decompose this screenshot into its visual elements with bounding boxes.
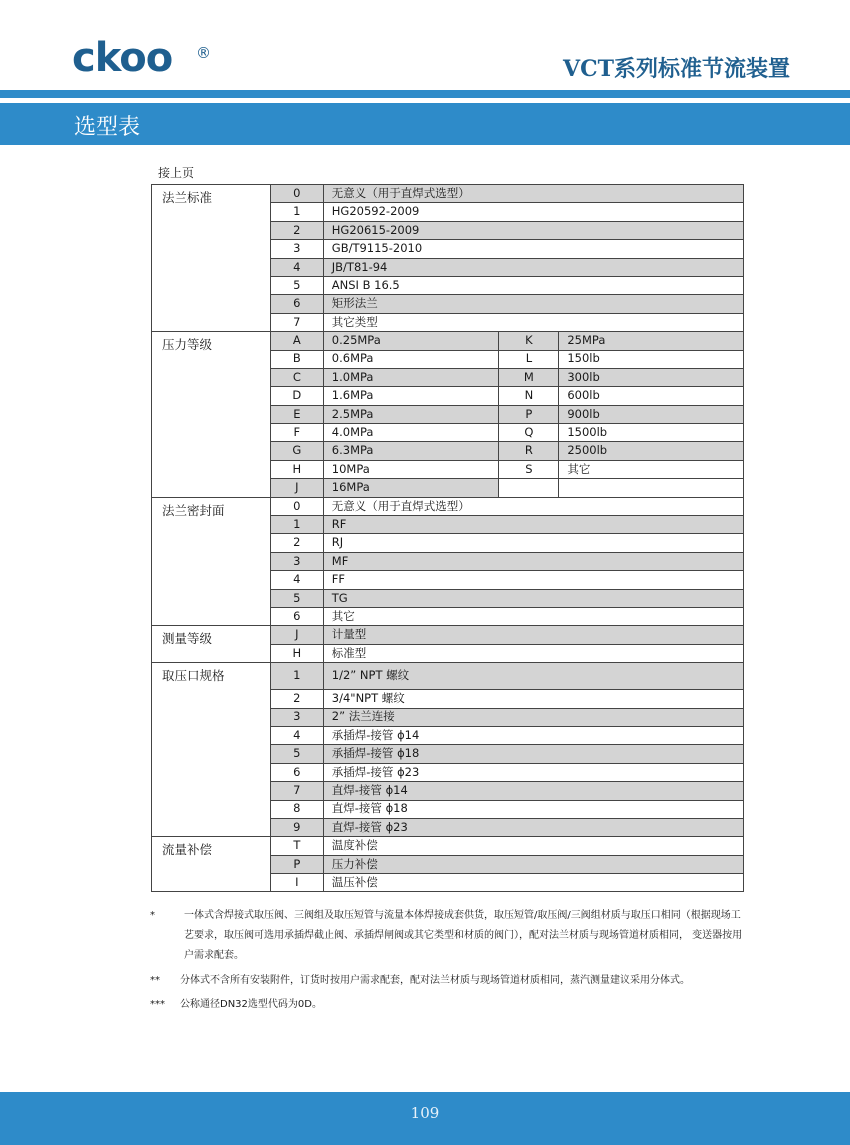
footnote [150,906,750,966]
value-cell: 标准型 [323,644,743,662]
value-cell: 温压补偿 [323,874,743,892]
code-cell: B [270,350,323,368]
footnote-mark: *** [150,999,165,1010]
value-cell: 计量型 [323,626,743,644]
code-cell: N [499,387,559,405]
code-cell: 2 [270,221,323,239]
value-cell: 无意义（用于直焊式选型） [323,185,743,203]
value-cell: 10MPa [323,460,499,478]
value-cell: RJ [323,534,743,552]
code-cell: 0 [270,497,323,515]
page-footer [0,1092,850,1145]
value-cell: 1.6MPa [323,387,499,405]
code-cell: M [499,368,559,386]
code-cell: T [270,837,323,855]
code-cell: Q [499,424,559,442]
code-cell: J [270,626,323,644]
code-cell: 3 [270,708,323,726]
code-cell: 6 [270,607,323,625]
code-cell: D [270,387,323,405]
value-cell: 压力补偿 [323,855,743,873]
category-measurement-grade: 测量等级 [152,626,271,663]
table-row [152,332,744,350]
value-cell: ANSI B 16.5 [323,276,743,294]
footnote-text: 一体式含焊接式取压阀、三阀组及取压短管与流量本体焊接成套供货，取压短管/取压阀/三阀组材质与取压口相同（根据现场工艺要求，取压阀可选用承插焊截止阀、承插焊闸阀或其它类型和材质的阀门），配对法兰材质与现场管道材质相同， 变送器按用户需求配套。 [184,910,743,961]
value-cell: 其它 [559,460,744,478]
value-cell: 无意义（用于直焊式选型） [323,497,743,515]
code-cell: H [270,460,323,478]
category-tap-spec: 取压口规格 [152,663,271,837]
code-cell: F [270,424,323,442]
section-banner [0,103,850,145]
value-cell: 1/2” NPT 螺纹 [323,663,743,690]
code-cell: 3 [270,240,323,258]
value-cell: 0.25MPa [323,332,499,350]
footnote-text: 公称通径DN32选型代码为0D。 [180,999,322,1010]
code-cell: 0 [270,185,323,203]
table-row [152,185,744,203]
value-cell: 1500lb [559,424,744,442]
table-row [152,837,744,855]
value-cell: 其它类型 [323,313,743,331]
value-cell: HG20615-2009 [323,221,743,239]
category-flange-standard: 法兰标准 [152,185,271,332]
code-cell: 7 [270,313,323,331]
value-cell: 2500lb [559,442,744,460]
value-cell: FF [323,571,743,589]
footnote-text: 分体式不含所有安装附件，订货时按用户需求配套，配对法兰材质与现场管道材质相同，蒸汽测量建议采用分体式。 [180,975,690,986]
value-cell: 16MPa [323,479,499,497]
header-divider [0,90,850,98]
value-cell: 150lb [559,350,744,368]
footnote-mark: * [150,910,155,921]
code-cell: E [270,405,323,423]
value-cell: 直焊-接管 ϕ23 [323,818,743,836]
selection-table [151,184,744,892]
code-cell: 6 [270,763,323,781]
code-cell: 5 [270,276,323,294]
registered-mark: ® [196,44,211,62]
code-cell: 8 [270,800,323,818]
value-cell: 其它 [323,607,743,625]
code-cell: P [270,855,323,873]
value-cell: 直焊-接管 ϕ14 [323,782,743,800]
code-cell: R [499,442,559,460]
code-cell: K [499,332,559,350]
value-cell: 承插焊-接管 ϕ23 [323,763,743,781]
code-cell: 5 [270,745,323,763]
table-row [152,663,744,690]
value-cell: HG20592-2009 [323,203,743,221]
code-cell: J [270,479,323,497]
code-cell: 4 [270,258,323,276]
value-cell: 承插焊-接管 ϕ14 [323,726,743,744]
code-cell: 2 [270,534,323,552]
code-cell: A [270,332,323,350]
empty-cell [499,479,559,497]
value-cell: MF [323,552,743,570]
category-pressure-rating: 压力等级 [152,332,271,498]
code-cell: 1 [270,516,323,534]
value-cell: 600lb [559,387,744,405]
category-flange-seal: 法兰密封面 [152,497,271,626]
code-cell: 1 [270,203,323,221]
footnote-mark: ** [150,975,160,986]
code-cell: H [270,644,323,662]
value-cell: 2.5MPa [323,405,499,423]
value-cell: 0.6MPa [323,350,499,368]
value-cell: 25MPa [559,332,744,350]
continued-label: 接上页 [158,166,195,180]
page-number: 109 [410,1104,440,1122]
value-cell: RF [323,516,743,534]
value-cell: 3/4"NPT 螺纹 [323,690,743,708]
section-title: 选型表 [74,115,141,140]
value-cell: 矩形法兰 [323,295,743,313]
code-cell: 5 [270,589,323,607]
footnote [150,995,750,1015]
code-cell: 2 [270,690,323,708]
document-title: VCT系列标准节流装置 [563,56,790,82]
value-cell: GB/T9115-2010 [323,240,743,258]
value-cell: 1.0MPa [323,368,499,386]
footnote [150,971,750,991]
code-cell: 1 [270,663,323,690]
table-row [152,626,744,644]
code-cell: 4 [270,571,323,589]
code-cell: 9 [270,818,323,836]
value-cell: 2” 法兰连接 [323,708,743,726]
category-flow-compensation: 流量补偿 [152,837,271,892]
code-cell: 7 [270,782,323,800]
code-cell: 4 [270,726,323,744]
empty-cell [559,479,744,497]
value-cell: 300lb [559,368,744,386]
code-cell: C [270,368,323,386]
code-cell: 3 [270,552,323,570]
value-cell: 直焊-接管 ϕ18 [323,800,743,818]
code-cell: G [270,442,323,460]
value-cell: 承插焊-接管 ϕ18 [323,745,743,763]
value-cell: 4.0MPa [323,424,499,442]
table-row [152,497,744,515]
value-cell: 温度补偿 [323,837,743,855]
value-cell: JB/T81-94 [323,258,743,276]
value-cell: TG [323,589,743,607]
footnotes [150,906,750,1015]
code-cell: S [499,460,559,478]
code-cell: 6 [270,295,323,313]
value-cell: 6.3MPa [323,442,499,460]
code-cell: I [270,874,323,892]
brand-logo: ckoo [72,35,173,81]
value-cell: 900lb [559,405,744,423]
code-cell: P [499,405,559,423]
code-cell: L [499,350,559,368]
